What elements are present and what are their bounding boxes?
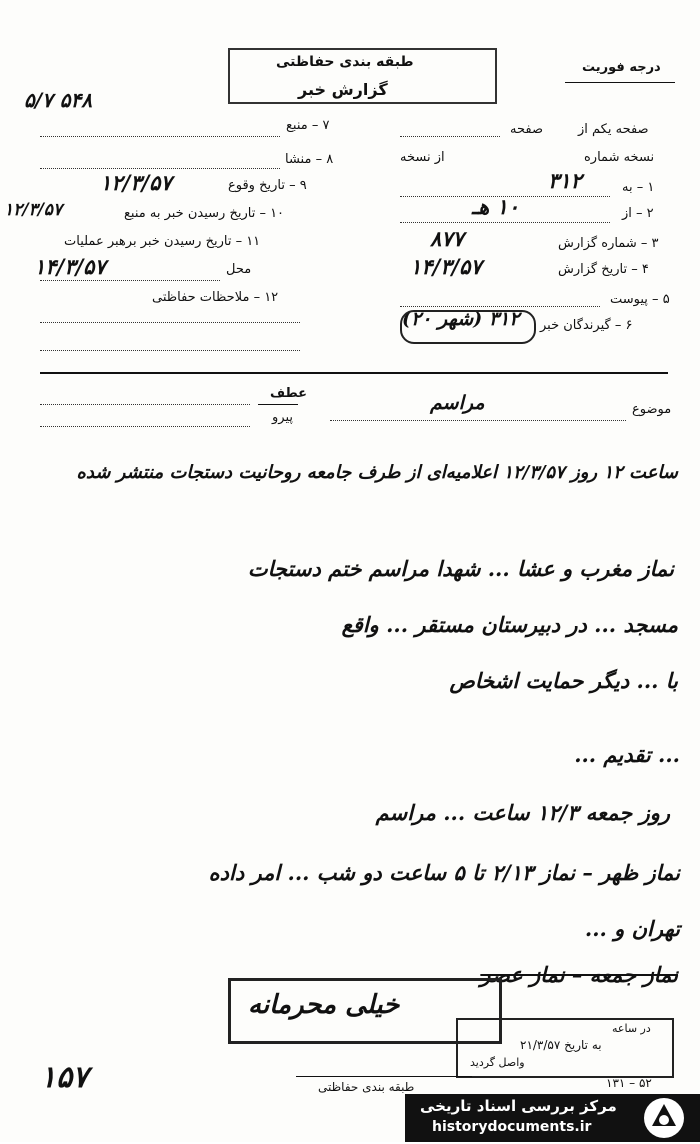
field-recipients-value: ۳۱۲ (شهر ۲۰) — [402, 308, 520, 330]
body-line-6: روز جمعه ۱۲/۳ ساعت ... مراسم — [375, 800, 670, 825]
top-secret-stamp-text: خیلی محرمانه — [248, 990, 400, 1020]
body-line-2: نماز مغرب و عشا ... شهدا مراسم ختم دستجات — [247, 556, 674, 581]
security-notes-dotline2 — [40, 350, 300, 351]
subject-dotline — [330, 420, 626, 421]
field-report-date-value: ۱۴/۳/۵۷ — [410, 254, 482, 279]
body-line-8: تهران و ... — [584, 916, 680, 941]
body-line-9: نماز جمعه – نماز عصر — [480, 962, 678, 987]
footer-classification: طبقه بندی حفاظتی — [318, 1080, 415, 1094]
field-page-label: صفحه یکم از — [578, 122, 649, 137]
priority-underline — [565, 82, 675, 83]
field-received-source-label: ۱۰ – تاریخ رسیدن خبر به منبع — [124, 206, 285, 221]
classification-stamp-text: طبقه بندی حفاظتی — [276, 54, 414, 70]
field-recipients-label: ۶ – گیرندگان خبر — [540, 318, 633, 333]
field-report-number-value: ۸۷۷ — [430, 226, 464, 251]
page-dotline — [400, 136, 500, 137]
field-page-value: صفحه — [510, 122, 543, 137]
follow-label: پیرو — [272, 410, 293, 425]
field-source-label: ۷ – منبع — [286, 118, 330, 133]
field-received-leader-value: ۱۴/۳/۵۷ — [34, 254, 106, 279]
field-attachment-label: ۵ – پیوست — [610, 292, 670, 307]
location-dotline — [40, 280, 220, 281]
body-line-1: ساعت ۱۲ روز ۱۲/۳/۵۷ اعلامیه‌ای از طرف جامعه روحانیت دستجات منتشر شده — [76, 462, 678, 483]
attachment-dotline — [400, 306, 600, 307]
ref-label: عطف — [270, 386, 308, 401]
ref-underline — [258, 404, 298, 405]
header-separator — [40, 372, 668, 374]
ref-dotline — [40, 404, 250, 405]
field-occurrence-date-value: ۱۲/۳/۵۷ — [100, 170, 172, 195]
field-origin-label: ۸ – منشا — [285, 152, 334, 167]
field-to-label: ۱ – به — [622, 180, 655, 195]
field-from-value: ۱۰ هـ — [472, 194, 520, 219]
body-line-4: با ... دیگر حمایت اشخاص — [449, 668, 678, 693]
watermark-title: مرکز بررسی اسناد تاریخی — [420, 1097, 617, 1115]
body-line-3: مسجد ... در دبیرستان مستقر ... واقع — [341, 612, 678, 637]
field-received-source-value: ۱۲/۳/۵۷ — [4, 200, 63, 220]
field-from-label: ۲ – از — [622, 206, 654, 221]
follow-dotline — [40, 426, 250, 427]
received-stamp-line2: به تاریخ ۲۱/۳/۵۷ — [520, 1038, 602, 1052]
from-dotline — [400, 222, 610, 223]
field-copy-value: از نسخه — [400, 150, 445, 165]
footer-separator — [296, 1076, 472, 1077]
body-line-7: نماز ظهر – نماز ۲/۱۳ تا ۵ ساعت دو شب ... امر داده — [208, 860, 680, 885]
recipients-bracket — [400, 310, 536, 344]
field-copy-label: نسخه شماره — [584, 150, 655, 165]
security-notes-dotline1 — [40, 322, 300, 323]
page-number: ۱۵۷ — [40, 1060, 89, 1095]
origin-dotline — [40, 168, 280, 169]
priority-label: درجه فوریت — [582, 60, 661, 75]
source-dotline — [40, 136, 280, 137]
watermark-url[interactable]: historydocuments.ir — [432, 1119, 592, 1135]
archive-logo-icon — [642, 1096, 686, 1140]
field-report-date-label: ۴ – تاریخ گزارش — [558, 262, 649, 277]
report-title: گزارش خبر — [298, 80, 388, 99]
field-to-value: ۳۱۲ — [548, 168, 582, 193]
subject-value: مراسم — [430, 392, 485, 414]
received-stamp-line1: در ساعه — [612, 1022, 651, 1035]
body-line-5: ... تقدیم ... — [574, 742, 680, 767]
footer-form-code: ۵۲ – ۱۳۱ — [606, 1076, 652, 1090]
field-received-leader-label: ۱۱ – تاریخ رسیدن خبر برهبر عملیات — [64, 234, 261, 249]
field-source-value: ۵۴۸ ۵/۷ — [24, 88, 92, 112]
received-stamp-line3: واصل گردید — [470, 1056, 525, 1069]
field-occurrence-date-label: ۹ – تاریخ وقوع — [228, 178, 307, 193]
field-location-label: محل — [226, 262, 252, 277]
field-security-notes-label: ۱۲ – ملاحظات حفاظتی — [152, 290, 279, 305]
subject-label: موضوع — [632, 402, 672, 417]
field-report-number-label: ۳ – شماره گزارش — [558, 236, 659, 251]
